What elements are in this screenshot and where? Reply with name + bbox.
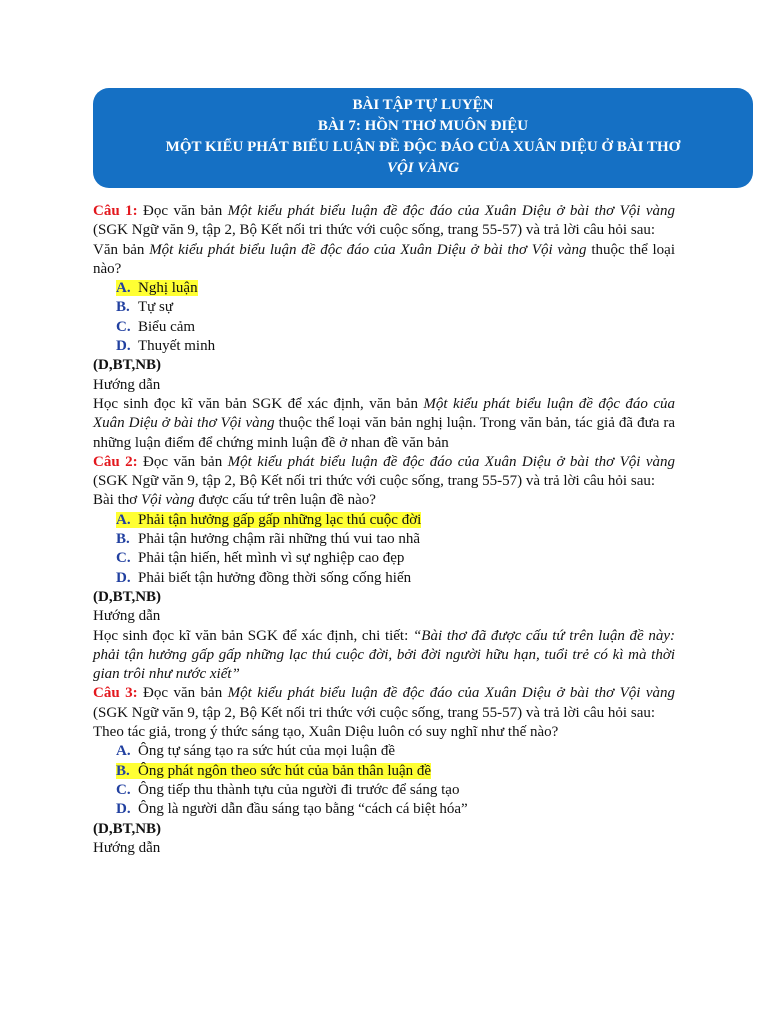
question-1-label: Câu 1: [93, 203, 138, 219]
option-text: Phải tận hưởng chậm rãi những thú vui tao nhã [138, 531, 421, 548]
question-3-tag: (D,BT,NB) [93, 820, 162, 837]
option-text: Biểu cảm [138, 318, 196, 335]
text-title: Một kiểu phát biểu luận đề độc đáo của Xuân Diệu ở bài thơ Vội vàng [227, 203, 676, 219]
option-text: Ông phát ngôn theo sức hút của bản thân luận đề [138, 762, 432, 779]
option-letter: C. [116, 318, 131, 335]
option-text: Ông tự sáng tạo ra sức hút của mọi luận đề [138, 743, 396, 760]
question-2-label: Câu 2: [93, 453, 138, 470]
question-2-guide [93, 627, 675, 685]
option-a [116, 742, 675, 761]
question-3-intro [93, 684, 675, 723]
stem-suffix: thuộc thể loại nào? [93, 241, 675, 277]
stem-italic: Một kiểu phát biểu luận đề độc đáo của Xuân Diệu ở bài thơ Vội vàng [149, 241, 587, 258]
option-text: Phải biết tận hưởng đồng thời sống cống hiến [138, 569, 412, 586]
document-body [93, 202, 675, 858]
title-line-1: BÀI TẬP TỰ LUYỆN [352, 97, 494, 113]
question-1-guide [93, 395, 675, 453]
question-3-stem: Theo tác giả, trong ý thức sáng tạo, Xuân Diệu luôn có suy nghĩ như thế nào? [93, 724, 559, 741]
option-letter: A. [116, 743, 131, 760]
option-d [116, 800, 675, 819]
option-b [116, 762, 675, 781]
read-suffix: (SGK Ngữ văn 9, tập 2, Bộ Kết nối tri thức với cuộc sống, trang 55-57) và trả lời câu hỏi sau: [93, 222, 656, 239]
option-d [116, 569, 675, 588]
read-prefix: Đọc văn bản [143, 685, 228, 702]
question-2-tag: (D,BT,NB) [93, 588, 162, 605]
question-1-tag: (D,BT,NB) [93, 357, 162, 374]
option-letter: B. [116, 531, 130, 548]
stem-italic: Vội vàng [140, 492, 195, 509]
text-title: Một kiểu phát biểu luận đề độc đáo của Xuân Diệu ở bài thơ Vội vàng [227, 685, 676, 702]
option-text: Tự sự [138, 299, 174, 316]
option-text: Thuyết minh [138, 338, 216, 355]
option-text: Phải tận hiến, hết mình vì sự nghiệp cao đẹp [138, 550, 405, 567]
guide-italic: Một kiểu phát biểu luận đề độc đáo của Xuân Diệu ở bài thơ Vội vàng [93, 395, 675, 432]
read-prefix: Đọc văn bản [143, 453, 228, 470]
option-b [116, 298, 675, 317]
question-1-options [93, 279, 675, 356]
guide-italic: “Bài thơ đã được cấu tứ trên luận đề này: phải tận hưởng gấp gấp những lạc thú cuộc đời, bởi đời người hữu hạn, tuổi trẻ có kì mà thời gian trôi như nước xiết” [93, 627, 676, 683]
option-text: Ông tiếp thu thành tựu của người đi trước để sáng tạo [138, 781, 460, 798]
question-2-intro [93, 453, 675, 492]
question-3-label: Câu 3: [93, 685, 138, 702]
option-letter: B. [116, 299, 130, 316]
question-1-stem [93, 241, 675, 280]
question-2-options [93, 511, 675, 588]
guide-suffix: thuộc thể loại văn bản nghị luận. Trong văn bản, tác giả đã đưa ra những luận điểm để chứng minh luận đề ở nhan đề văn bản [93, 415, 675, 451]
option-a [116, 279, 675, 298]
option-text: Phải tận hưởng gấp gấp những lạc thú cuộc đời [138, 511, 422, 528]
question-1-guide-label: Hướng dẫn [93, 376, 161, 393]
stem-prefix: Bài thơ [93, 492, 141, 509]
guide-prefix: Học sinh đọc kĩ văn bản SGK để xác định, văn bản [93, 395, 424, 412]
question-2-stem [93, 491, 675, 510]
read-prefix: Đọc văn bản [143, 203, 228, 219]
read-suffix: (SGK Ngữ văn 9, tập 2, Bộ Kết nối tri thức với cuộc sống, trang 55-57) và trả lời câu hỏi sau: [93, 704, 656, 721]
option-a [116, 511, 675, 530]
question-1-intro [93, 202, 675, 241]
option-d [116, 337, 675, 356]
title-banner [93, 88, 753, 188]
title-line-4: VỘI VÀNG [386, 160, 460, 176]
option-letter: A. [116, 511, 131, 528]
question-3-options [93, 742, 675, 819]
question-3-guide-label: Hướng dẫn [93, 839, 161, 856]
option-letter: B. [116, 762, 130, 779]
guide-prefix: Học sinh đọc kĩ văn bản SGK để xác định, chi tiết: [93, 627, 413, 644]
question-2-guide-label: Hướng dẫn [93, 608, 161, 625]
option-c [116, 549, 675, 568]
title-line-3: MỘT KIỂU PHÁT BIỂU LUẬN ĐỀ ĐỘC ĐÁO CỦA XUÂN DIỆU Ở BÀI THƠ [165, 139, 681, 155]
option-text: Ông là người dẫn đầu sáng tạo bằng “cách cá biệt hóa” [138, 801, 468, 818]
title-line-2: BÀI 7: HỒN THƠ MUÔN ĐIỆU [317, 118, 529, 134]
option-c [116, 318, 675, 337]
option-text: Nghị luận [138, 280, 198, 297]
option-letter: D. [116, 569, 131, 586]
option-letter: D. [116, 338, 131, 355]
option-b [116, 530, 675, 549]
option-letter: D. [116, 801, 131, 818]
stem-suffix: được cấu tứ trên luận đề nào? [194, 492, 376, 509]
stem-prefix: Văn bản [93, 241, 150, 258]
read-suffix: (SGK Ngữ văn 9, tập 2, Bộ Kết nối tri thức với cuộc sống, trang 55-57) và trả lời câu hỏi sau: [93, 473, 656, 490]
option-c [116, 781, 675, 800]
option-letter: A. [116, 280, 131, 297]
option-letter: C. [116, 781, 131, 798]
option-letter: C. [116, 550, 131, 567]
text-title: Một kiểu phát biểu luận đề độc đáo của Xuân Diệu ở bài thơ Vội vàng [227, 453, 676, 470]
